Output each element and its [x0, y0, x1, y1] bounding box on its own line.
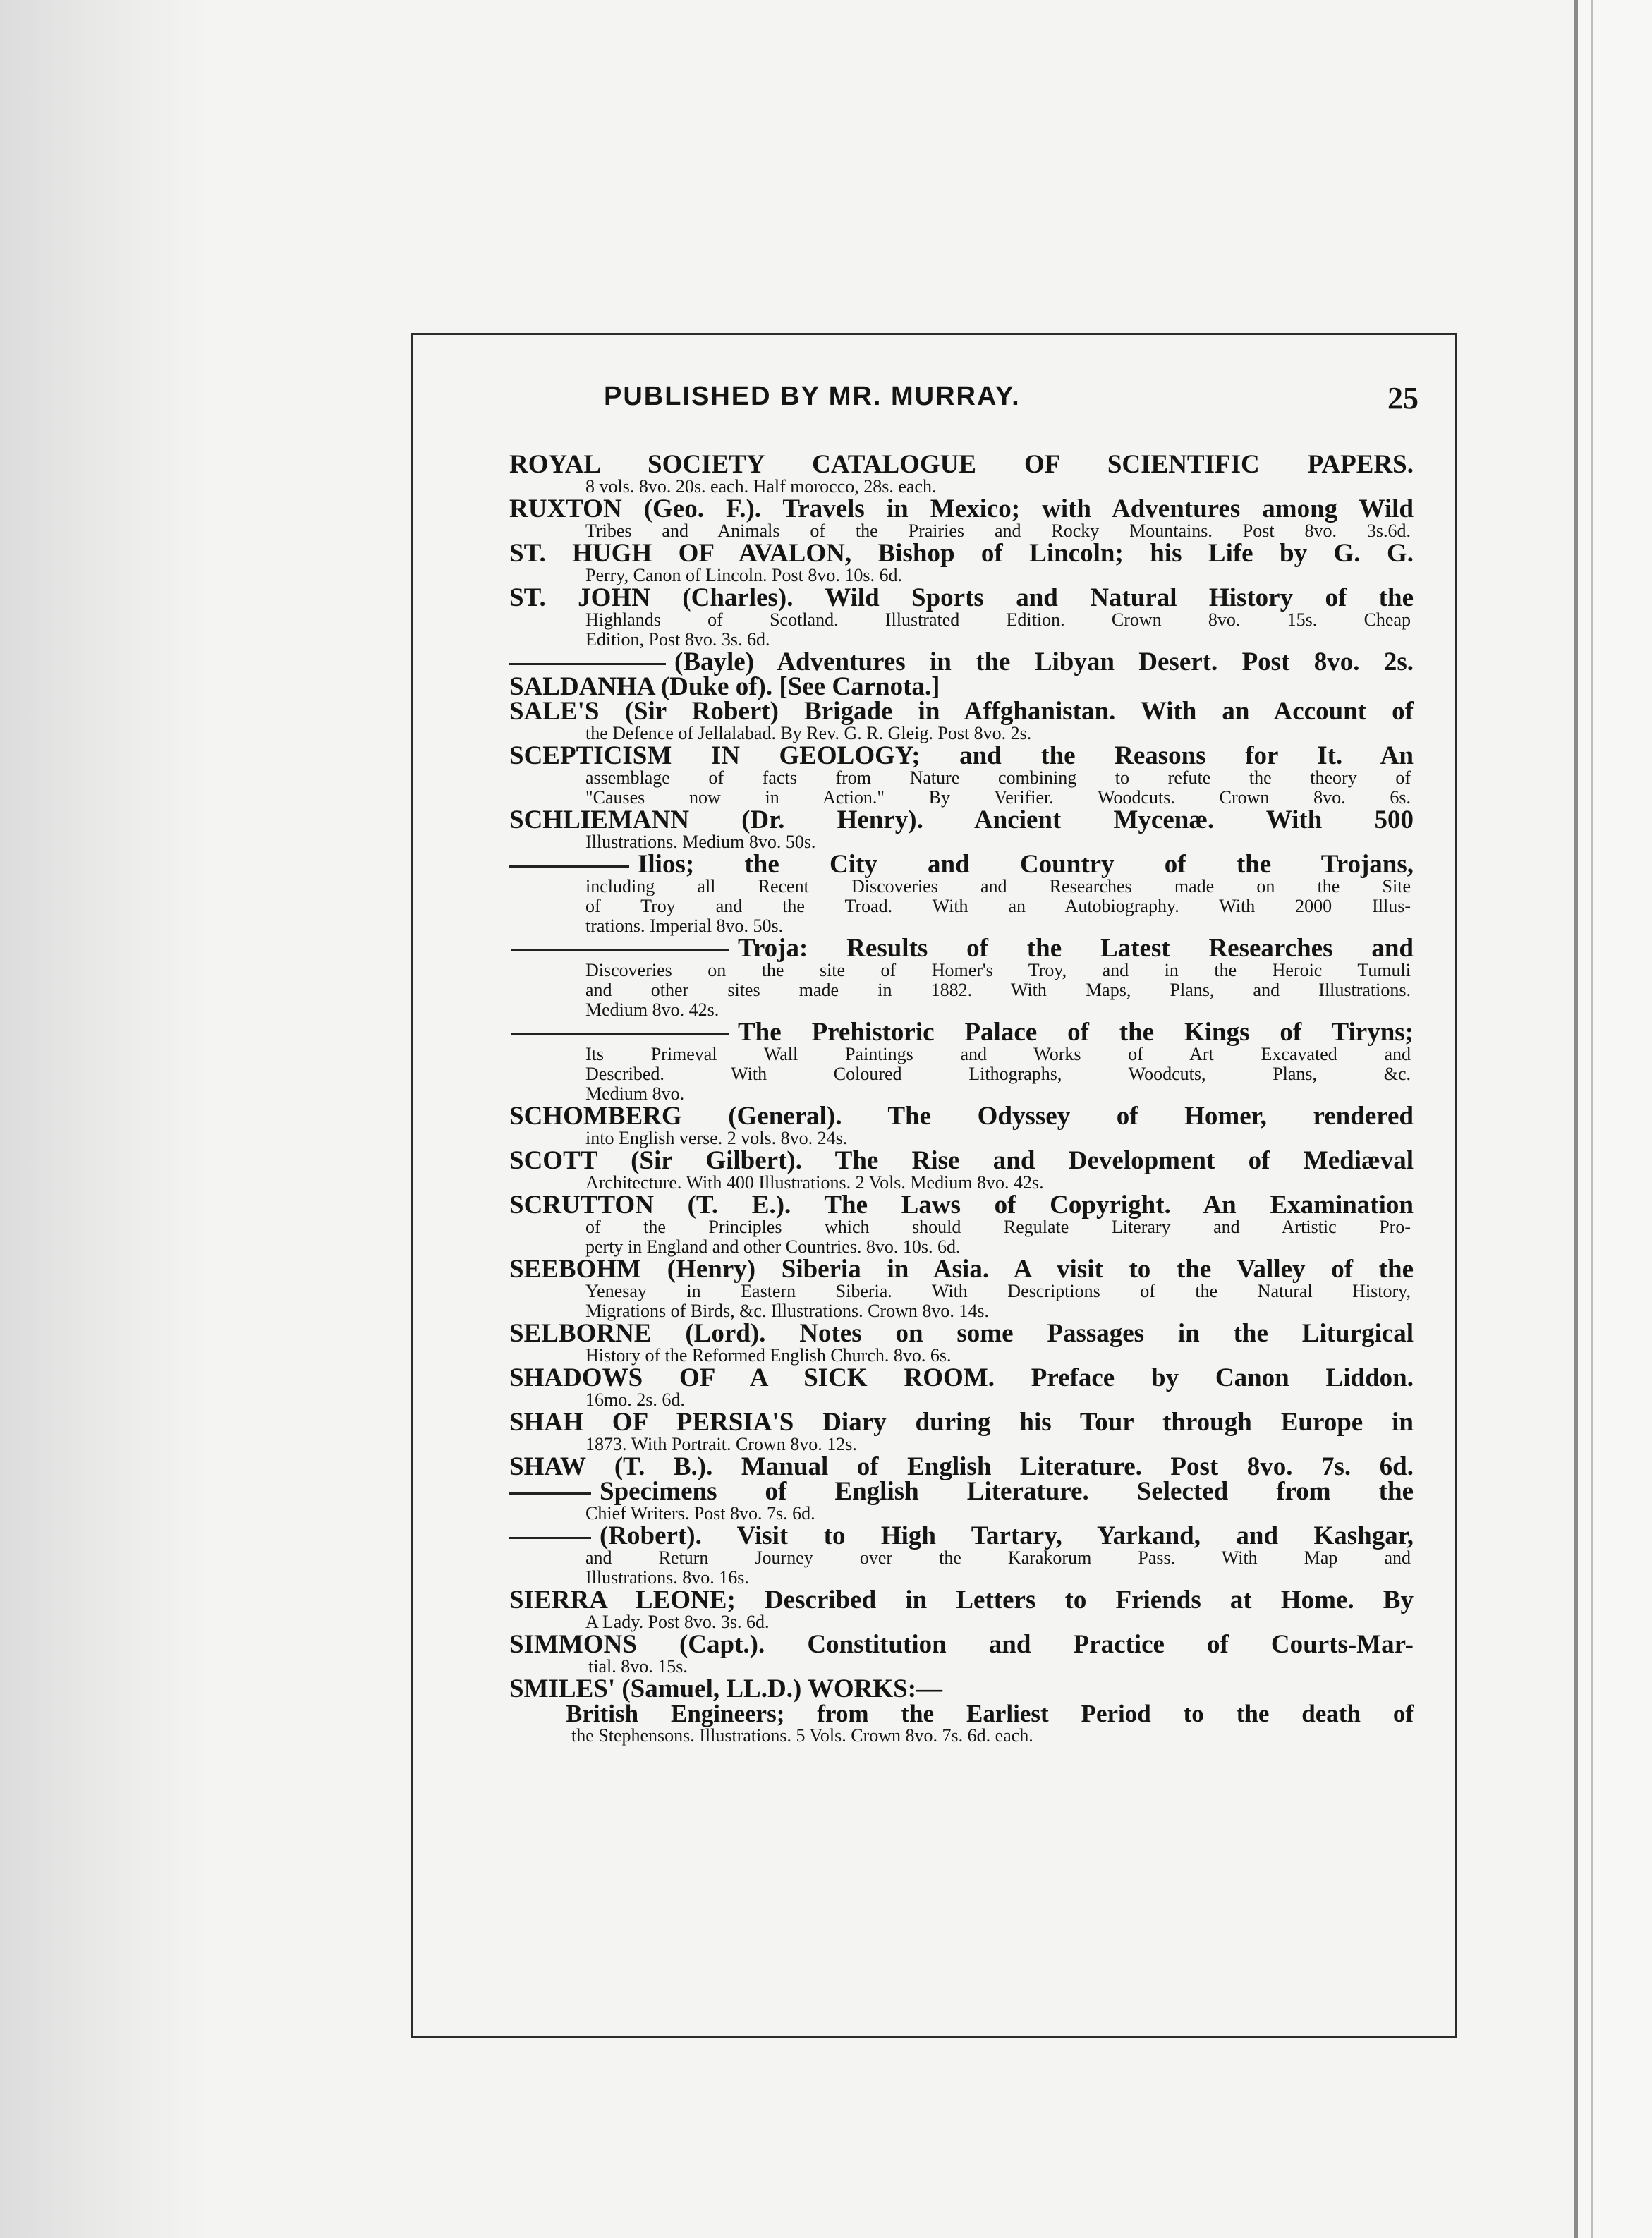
entry-detail: Migrations of Birds, &c. Illustrations. Crown 8vo. 14s. [585, 1301, 989, 1321]
catalogue-entry [413, 647, 1455, 676]
catalogue-entry [413, 1257, 1455, 1321]
entry-heading-text: Ilios; the City and Country of the Trojans, [638, 850, 1414, 879]
entry-detail: 8 vols. 8vo. 20s. each. Half morocco, 28s. each. [585, 476, 937, 497]
entry-detail: trations. Imperial 8vo. 50s. [585, 916, 784, 936]
entry-detail: and other sites made in 1882. With Maps, Plans, and Illustrations. [585, 980, 1411, 1000]
catalogue-entry [413, 1410, 1455, 1454]
entry-detail: tial. 8vo. 15s. [588, 1656, 688, 1677]
entry-heading: SIMMONS (Capt.). Constitution and Practice of Courts-Mar- [509, 1630, 1414, 1659]
page-gutter-shadow [0, 0, 212, 2238]
catalogue-entry [413, 452, 1455, 497]
entry-detail: of Troy and the Troad. With an Autobiography. With 2000 Illus- [585, 896, 1411, 916]
entry-detail: perty in England and other Countries. 8vo. 10s. 6d. [585, 1236, 961, 1257]
catalogue-entry [413, 1521, 1455, 1588]
entry-heading: SHADOWS OF A SICK ROOM. Preface by Canon Liddon. [509, 1363, 1414, 1392]
entry-heading: SCOTT (Sir Gilbert). The Rise and Development of Mediæval [509, 1146, 1414, 1175]
catalogue-entry [413, 1454, 1455, 1479]
entry-detail: 16mo. 2s. 6d. [585, 1389, 685, 1410]
entry-heading [509, 647, 1414, 676]
catalogue-entry [413, 699, 1455, 743]
entry-heading: SHAH OF PERSIA'S Diary during his Tour through Europe in [509, 1408, 1414, 1437]
entry-detail: "Causes now in Action." By Verifier. Woodcuts. Crown 8vo. 6s. [585, 787, 1411, 808]
entry-detail: Medium 8vo. [585, 1083, 685, 1104]
entry-detail: Architecture. With 400 Illustrations. 2 Vols. Medium 8vo. 42s. [585, 1172, 1044, 1193]
catalogue-entries [413, 452, 1455, 1746]
entry-heading: SALDANHA (Duke of). [See Carnota.] [509, 672, 940, 701]
entry-heading-text: (Robert). Visit to High Tartary, Yarkand, and Kashgar, [600, 1521, 1414, 1550]
entry-heading-text: (Bayle) Adventures in the Libyan Desert. Post 8vo. 2s. [674, 647, 1414, 676]
entry-detail: into English verse. 2 vols. 8vo. 24s. [585, 1128, 848, 1148]
ditto-rule [509, 1492, 591, 1495]
entry-detail: including all Recent Discoveries and Researches made on the Site [585, 876, 1411, 896]
entry-heading: SCHOMBERG (General). The Odyssey of Homer, rendered [509, 1102, 1414, 1131]
ditto-rule [509, 1537, 591, 1539]
catalogue-entry [413, 1148, 1455, 1193]
page-number: 25 [1387, 381, 1419, 415]
entry-detail: History of the Reformed English Church. 8vo. 6s. [585, 1345, 952, 1366]
catalogue-entry [413, 1321, 1455, 1366]
entry-detail: Yenesay in Eastern Siberia. With Descriptions of the Natural History, [585, 1281, 1411, 1301]
catalogue-entry [413, 1363, 1455, 1410]
catalogue-entry [413, 1588, 1455, 1632]
entry-detail: Perry, Canon of Lincoln. Post 8vo. 10s. 6d. [585, 565, 902, 585]
catalogue-entry [413, 541, 1455, 585]
entry-heading-text: The Prehistoric Palace of the Kings of Tiryns; [738, 1018, 1414, 1047]
entry-heading [511, 1020, 1414, 1045]
catalogue-entry [413, 494, 1455, 541]
entry-heading: ROYAL SOCIETY CATALOGUE OF SCIENTIFIC PAPERS. [509, 450, 1414, 479]
entry-detail: Its Primeval Wall Paintings and Works of Art Excavated and [585, 1044, 1411, 1064]
entry-heading: SELBORNE (Lord). Notes on some Passages in the Liturgical [509, 1319, 1414, 1348]
entry-heading-text: Troja: Results of the Latest Researches and [738, 934, 1414, 963]
entry-detail: Illustrations. 8vo. 16s. [585, 1567, 749, 1588]
page-edge-line-inner [1591, 0, 1593, 2238]
catalogue-entry [413, 1701, 1455, 1746]
catalogue-entry [413, 674, 1455, 699]
catalogue-entry [413, 1632, 1455, 1677]
entry-detail: Tribes and Animals of the Prairies and Rocky Mountains. Post 8vo. 3s.6d. [585, 521, 1411, 541]
entry-heading: ST. JOHN (Charles). Wild Sports and Natural History of the [509, 583, 1414, 612]
entry-detail: the Stephensons. Illustrations. 5 Vols. Crown 8vo. 7s. 6d. each. [571, 1725, 1033, 1746]
catalogue-entry [413, 585, 1455, 650]
catalogue-entry [413, 1020, 1455, 1104]
sub-entry-heading: British Engineers; from the Earliest Period to the death of [566, 1700, 1414, 1727]
catalogue-entry [413, 743, 1455, 808]
entry-detail: the Defence of Jellalabad. By Rev. G. R. Gleig. Post 8vo. 2s. [585, 723, 1032, 743]
entry-detail: A Lady. Post 8vo. 3s. 6d. [585, 1612, 770, 1632]
ditto-rule [509, 663, 666, 665]
entry-detail: Illustrations. Medium 8vo. 50s. [585, 832, 816, 852]
entry-heading [511, 936, 1414, 961]
entry-heading: SCHLIEMANN (Dr. Henry). Ancient Mycenæ. With 500 [509, 805, 1414, 834]
ditto-rule [509, 865, 629, 868]
header-title: PUBLISHED BY MR. MURRAY. [604, 382, 1021, 411]
entry-heading: SIERRA LEONE; Described in Letters to Friends at Home. By [509, 1586, 1414, 1614]
entry-detail: of the Principles which should Regulate Literary and Artistic Pro- [585, 1217, 1411, 1237]
entry-heading: SALE'S (Sir Robert) Brigade in Affghanistan. With an Account of [509, 697, 1414, 726]
entry-detail: Discoveries on the site of Homer's Troy, and in the Heroic Tumuli [585, 960, 1411, 980]
catalogue-entry [413, 805, 1455, 852]
running-header [413, 382, 1455, 424]
entry-detail: Edition, Post 8vo. 3s. 6d. [585, 629, 770, 650]
entry-heading: RUXTON (Geo. F.). Travels in Mexico; with Adventures among Wild [509, 494, 1414, 523]
entry-detail: Medium 8vo. 42s. [585, 999, 719, 1020]
entry-detail: 1873. With Portrait. Crown 8vo. 12s. [585, 1434, 857, 1454]
entry-detail: Highlands of Scotland. Illustrated Edition. Crown 8vo. 15s. Cheap [585, 609, 1411, 630]
entry-heading: SEEBOHM (Henry) Siberia in Asia. A visit to the Valley of the [509, 1255, 1414, 1284]
page-edge [1574, 0, 1652, 2238]
entry-heading: SMILES' (Samuel, LL.D.) WORKS:— [509, 1674, 943, 1703]
catalogue-entry [413, 852, 1455, 936]
entry-detail: Described. With Coloured Lithographs, Woodcuts, Plans, &c. [585, 1064, 1411, 1084]
ditto-rule [511, 949, 729, 951]
entry-detail: and Return Journey over the Karakorum Pass. With Map and [585, 1547, 1411, 1568]
entry-detail: Chief Writers. Post 8vo. 7s. 6d. [585, 1503, 815, 1524]
entry-heading: SHAW (T. B.). Manual of English Literature. Post 8vo. 7s. 6d. [509, 1452, 1414, 1481]
entry-heading-text: Specimens of English Literature. Selected from the [600, 1477, 1414, 1506]
entry-heading: SCEPTICISM IN GEOLOGY; and the Reasons for It. An [509, 741, 1414, 770]
catalogue-page-frame [411, 333, 1457, 2038]
page-edge-line [1574, 0, 1578, 2238]
catalogue-entry [413, 1193, 1455, 1257]
entry-heading [509, 852, 1414, 877]
catalogue-entry [413, 1479, 1455, 1524]
entry-heading [509, 1521, 1414, 1550]
entry-heading: ST. HUGH OF AVALON, Bishop of Lincoln; his Life by G. G. [509, 539, 1414, 568]
entry-heading: SCRUTTON (T. E.). The Laws of Copyright. An Examination [509, 1191, 1414, 1220]
catalogue-entry [413, 1104, 1455, 1148]
entry-heading [509, 1479, 1414, 1504]
entry-detail: assemblage of facts from Nature combining to refute the theory of [585, 767, 1411, 788]
ditto-rule [511, 1033, 729, 1035]
catalogue-entry [413, 936, 1455, 1020]
catalogue-entry [413, 1674, 1455, 1703]
